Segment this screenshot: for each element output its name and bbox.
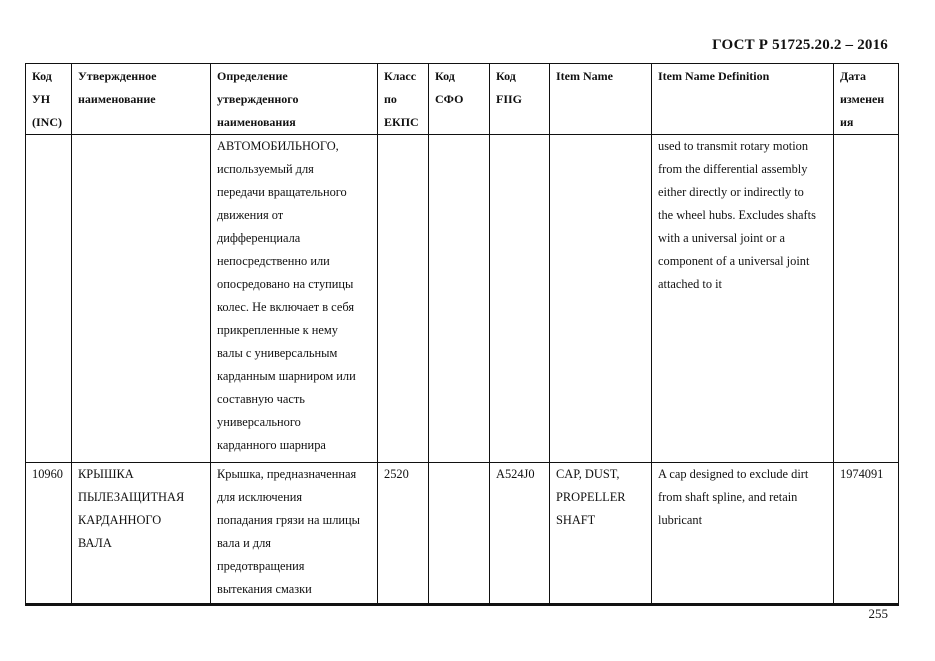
cell-item-name [550,135,652,463]
approved-name-line: ВАЛА [78,536,112,550]
cell-approved-name [72,135,211,463]
item-definition-line: from the differential assembly [658,162,808,176]
header-line: Код [435,69,455,83]
cell-code-sfo [429,135,490,463]
header-definition [211,64,378,135]
header-line: Item Name [556,69,613,83]
header-line: по [384,92,397,106]
item-definition-line: attached to it [658,277,722,291]
cell-date-changed: 1974091 [834,463,899,604]
item-definition-line: from shaft spline, and retain [658,490,798,504]
cell-approved-name [72,463,211,604]
cell-code-fiig: A524J0 [490,463,550,604]
header-line: ЕКПС [384,115,419,129]
header-item-name [550,64,652,135]
item-definition-line: used to transmit rotary motion [658,139,809,153]
document-header-title: ГОСТ Р 51725.20.2 – 2016 [712,37,888,53]
header-line: СФО [435,92,464,106]
definition-line: валы с универсальным [217,346,338,360]
cell-code-un [26,135,72,463]
definition-line: движения от [217,208,284,222]
header-code-fiig [490,64,550,135]
cell-definition [211,463,378,604]
nomenclature-table [25,63,899,604]
item-name-line: SHAFT [556,513,596,527]
definition-line: карданным шарниром или [217,369,356,383]
header-line: Класс [384,69,417,83]
definition-line: АВТОМОБИЛЬНОГО, [217,139,339,153]
header-line: Утвержденное [78,69,157,83]
item-definition-line: with a universal joint or a [658,231,785,245]
cell-code-fiig [490,135,550,463]
header-line: ия [840,115,854,129]
cell-definition [211,135,378,463]
item-definition-line: A cap designed to exclude dirt [658,467,809,481]
cell-class-ekps: 2520 [378,463,429,604]
definition-line: колес. Не включает в себя [217,300,355,314]
header-line: утвержденного [217,92,299,106]
table-row-10960 [26,463,899,604]
header-item-name-definition [652,64,834,135]
cell-class-ekps [378,135,429,463]
cell-code-un: 10960 [26,463,72,604]
header-line: FIIG [496,92,523,106]
header-line: Дата [840,69,866,83]
cell-date-changed [834,135,899,463]
header-approved-name [72,64,211,135]
header-line: изменен [840,92,885,106]
item-definition-line: component of a universal joint [658,254,810,268]
definition-line: прикрепленные к нему [217,323,338,337]
header-line: Код [496,69,516,83]
item-definition-line: either directly or indirectly to [658,185,804,199]
definition-line: Крышка, предназначенная [217,467,357,481]
definition-line: используемый для [217,162,314,176]
approved-name-line: ПЫЛЕЗАЩИТНАЯ [78,490,185,504]
table-bottom-rule [25,604,899,606]
item-definition-line: the wheel hubs. Excludes shafts [658,208,816,222]
definition-line: вала и для [217,536,271,550]
definition-line: попадания грязи на шлицы [217,513,360,527]
header-line: Item Name Definition [658,69,770,83]
cell-item-name [550,463,652,604]
header-date-changed [834,64,899,135]
definition-line: дифференциала [217,231,301,245]
header-line: Определение [217,69,288,83]
definition-line: передачи вращательного [217,185,347,199]
item-definition-line: lubricant [658,513,703,527]
table-row-continuation [26,135,899,463]
definition-line: универсального [217,415,301,429]
definition-line: предотвращения [217,559,305,573]
cell-item-name-definition [652,135,834,463]
definition-line: составную часть [217,392,305,406]
definition-line: карданного шарнира [217,438,326,452]
header-line: (INC) [32,115,62,129]
table-header-row [26,64,899,135]
header-code-un [26,64,72,135]
header-code-sfo [429,64,490,135]
definition-line: непосредственно или [217,254,330,268]
cell-item-name-definition [652,463,834,604]
header-line: наименование [78,92,156,106]
header-line: наименования [217,115,296,129]
header-line: Код [32,69,52,83]
cell-code-sfo [429,463,490,604]
page-number: 255 [868,606,888,621]
approved-name-line: КАРДАННОГО [78,513,162,527]
item-name-line: CAP, DUST, [556,467,620,481]
approved-name-line: КРЫШКА [78,467,134,481]
header-class-ekps [378,64,429,135]
header-line: УН [32,92,51,106]
definition-line: опосредовано на ступицы [217,277,354,291]
definition-line: вытекания смазки [217,582,312,596]
item-name-line: PROPELLER [556,490,626,504]
definition-line: для исключения [217,490,303,504]
